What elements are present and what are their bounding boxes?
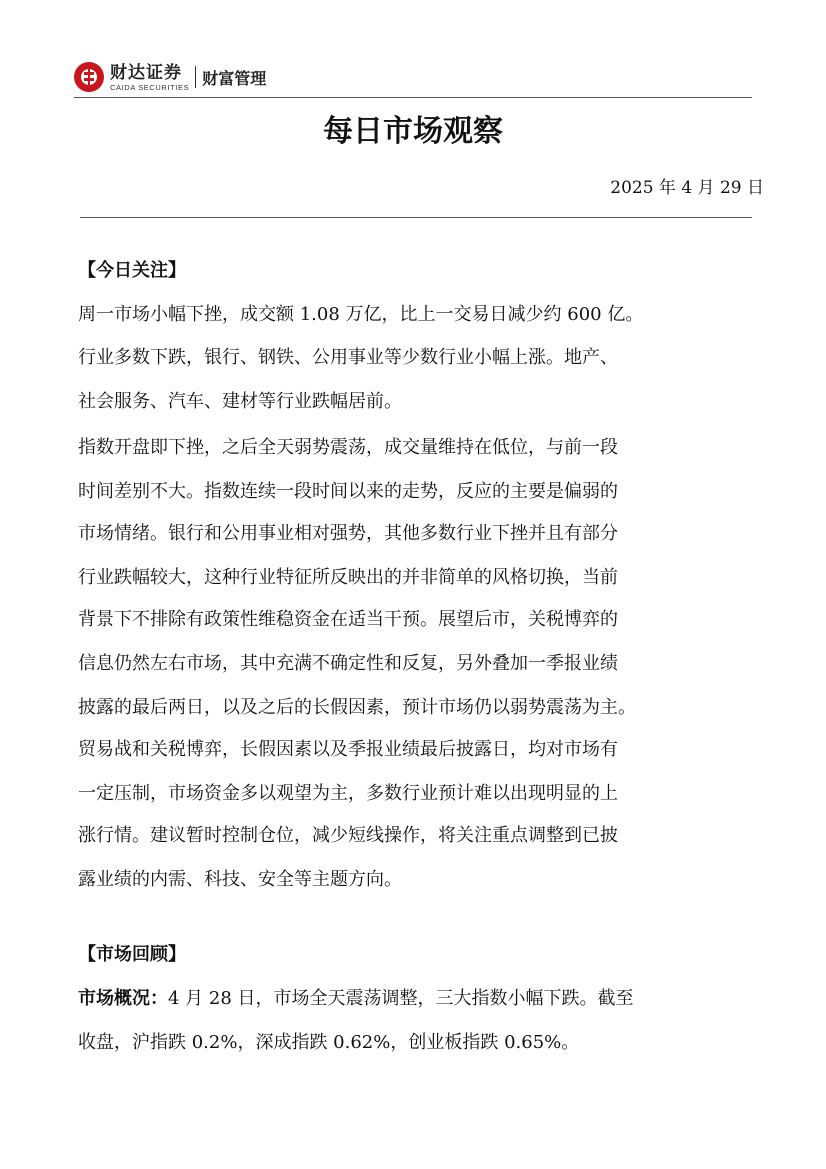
logo-divider [195,66,196,88]
page-title: 每日市场观察 [323,114,503,149]
division-name: 财富管理 [202,68,267,88]
section-heading-today-focus: 【今日关注】 [78,260,186,281]
section-heading-market-review: 【市场回顾】 [78,944,186,965]
paragraph-line: 时间差别不大。指数连续一段时间以来的走势，反应的主要是偏弱的 [78,481,618,502]
paragraph-line: 披露的最后两日，以及之后的长假因素，预计市场仍以弱势震荡为主。 [78,697,636,718]
paragraph-line: 背景下不排除有政策性维稳资金在适当干预。展望后市，关税博弈的 [78,609,618,630]
paragraph-line: 行业跌幅较大，这种行业特征所反映出的并非简单的风格切换，当前 [78,567,618,588]
paragraph-line [78,986,634,1012]
paragraph-line: 指数开盘即下挫，之后全天弱势震荡，成交量维持在低位，与前一段 [78,437,618,458]
company-name-en: CAIDA SECURITIES [110,82,190,92]
header-rule [74,97,752,98]
market-overview-label: 市场概况： [78,988,168,1009]
company-logo [74,58,266,96]
company-name-cn: 财达证券 [110,62,182,83]
title-rule [80,217,752,218]
paragraph-line: 收盘，沪指跌 0.2%，深成指跌 0.62%，创业板指跌 0.65%。 [78,1032,580,1053]
paragraph-line: 贸易战和关税博弈，长假因素以及季报业绩最后披露日，均对市场有 [78,739,618,760]
paragraph-line: 一定压制，市场资金多以观望为主，多数行业预计难以出现明显的上 [78,783,618,804]
market-overview-text: 4 月 28 日，市场全天震荡调整，三大指数小幅下跌。截至 [168,988,634,1009]
company-name [110,63,189,92]
paragraph-line: 周一市场小幅下挫，成交额 1.08 万亿，比上一交易日减少约 600 亿。 [78,304,644,325]
paragraph-line: 信息仍然左右市场，其中充满不确定性和反复，另外叠加一季报业绩 [78,653,618,674]
paragraph-line: 市场情绪。银行和公用事业相对强势，其他多数行业下挫并且有部分 [78,523,618,544]
paragraph-line: 行业多数下跌，银行、钢铁、公用事业等少数行业小幅上涨。地产、 [78,347,618,368]
paragraph-line: 社会服务、汽车、建材等行业跌幅居前。 [78,391,402,412]
paragraph-line: 涨行情。建议暂时控制仓位，减少短线操作，将关注重点调整到已披 [78,825,618,846]
paragraph-line: 露业绩的内需、科技、安全等主题方向。 [78,869,402,890]
caida-logo-icon [74,62,104,92]
report-date: 2025 年 4 月 29 日 [610,178,764,198]
